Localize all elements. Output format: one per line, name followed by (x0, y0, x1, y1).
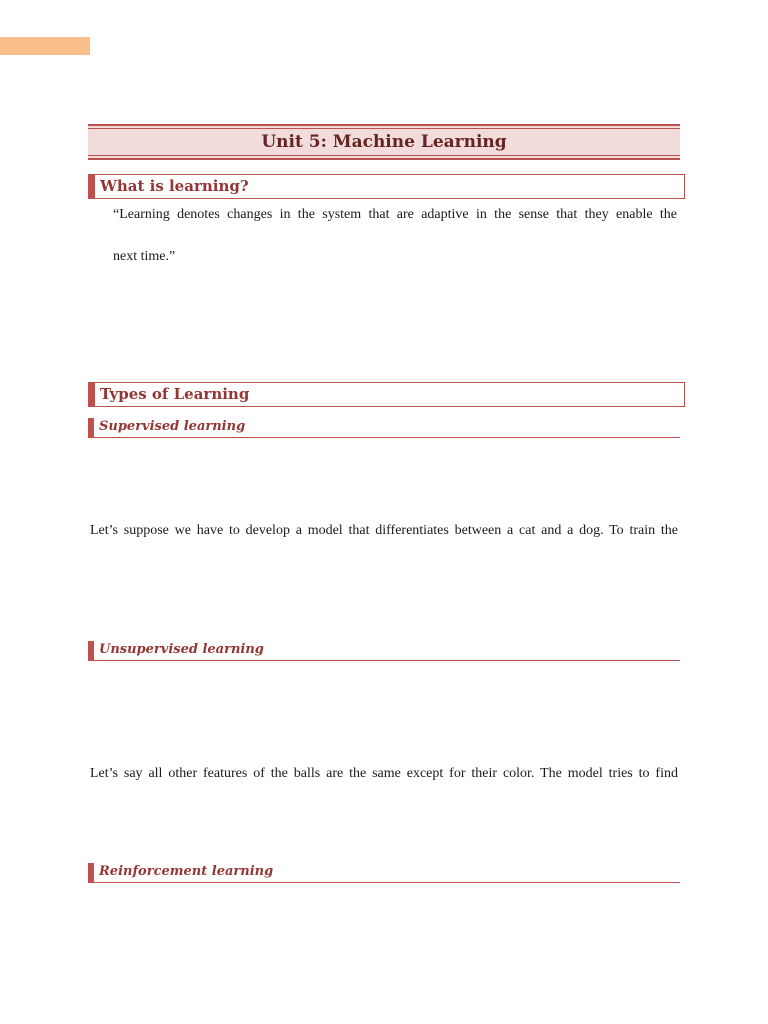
supervised-paragraph: Let’s suppose we have to develop a model that differentiates between a cat and a dog. To train the (90, 523, 678, 538)
heading-text: What is learning? (100, 177, 249, 195)
subheading-reinforcement-learning (88, 861, 680, 883)
title-banner (88, 124, 680, 160)
corner-tab (0, 37, 90, 55)
subheading-text: Unsupervised learning (99, 642, 264, 657)
subheading-accent-bar (88, 641, 94, 660)
subheading-unsupervised-learning (88, 639, 680, 661)
quote-line-1: “Learning denotes changes in the system that are adaptive in the sense that they enable the (113, 207, 677, 222)
subheading-text: Reinforcement learning (99, 864, 274, 879)
heading-what-is-learning (88, 174, 685, 199)
heading-accent-bar (89, 383, 95, 406)
subheading-accent-bar (88, 418, 94, 437)
unsupervised-paragraph: Let’s say all other features of the balls are the same except for their color. The model tries to find (90, 766, 678, 781)
heading-types-of-learning (88, 382, 685, 407)
subheading-text: Supervised learning (99, 419, 246, 434)
heading-accent-bar (89, 175, 95, 198)
subheading-supervised-learning (88, 416, 680, 438)
page-title: Unit 5: Machine Learning (261, 132, 507, 152)
quote-line-2: next time.” (113, 249, 176, 264)
subheading-accent-bar (88, 863, 94, 882)
heading-text: Types of Learning (100, 385, 250, 403)
